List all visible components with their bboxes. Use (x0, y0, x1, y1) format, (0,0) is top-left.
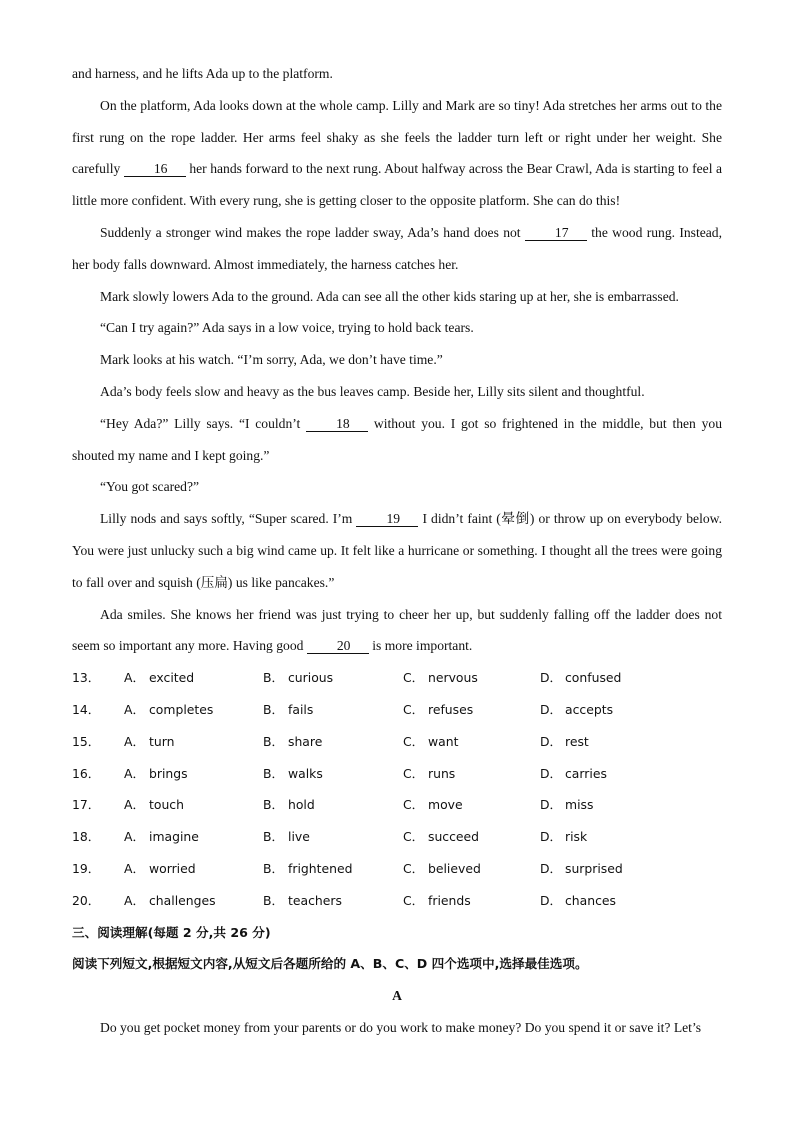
option-b[interactable]: B． frightened (263, 860, 353, 876)
passage-paragraph (72, 376, 722, 408)
passage-text: Ada’s body feels slow and heavy as the bus leaves camp. Beside her, Lilly sits silent and thoughtful. (100, 383, 645, 399)
question-number: 15． (72, 733, 101, 749)
option-b[interactable]: B． teachers (263, 892, 342, 908)
passage-text: is more important. (372, 638, 473, 654)
option-c[interactable]: C． friends (403, 892, 471, 908)
passage-text: without you. I got so frightened in the middle, but then you shouted my name and I kept going.” (72, 415, 723, 463)
passage-text: Ada smiles. She knows her friend was just trying to cheer her up, but suddenly falling off the ladder does not seem so important any more. Having good (72, 606, 722, 654)
passage-paragraph (72, 90, 722, 217)
passage-text: Suddenly a stronger wind makes the rope ladder sway, Ada’s hand does not (100, 224, 521, 240)
blank-19[interactable]: 19 (356, 511, 418, 527)
option-a[interactable]: A． turn (124, 733, 175, 749)
passage-line (72, 58, 722, 90)
option-d[interactable]: D． risk (540, 829, 588, 845)
option-c[interactable]: C． succeed (403, 829, 480, 845)
question-row-19 (72, 853, 722, 885)
question-row-15 (72, 726, 722, 758)
blank-18[interactable]: 18 (306, 416, 368, 432)
blank-16[interactable]: 16 (124, 161, 186, 177)
question-row-17 (72, 789, 722, 821)
option-c[interactable]: C． believed (403, 860, 481, 876)
exam-page (72, 58, 722, 1044)
passage-paragraph (72, 471, 722, 503)
option-d[interactable]: D． surprised (540, 860, 623, 876)
option-c[interactable]: C． refuses (403, 701, 474, 717)
section-title: 三、阅读理解(每题 2 分,共 26 分) (72, 924, 271, 940)
passage-paragraph (72, 503, 722, 598)
question-number: 13． (72, 670, 101, 686)
passage-label: A (392, 988, 402, 1004)
question-number: 19． (72, 860, 101, 876)
passage-text: Mark slowly lowers Ada to the ground. Ada can see all the other kids staring up at her, she is embarrassed. (100, 288, 679, 304)
option-c[interactable]: C． runs (403, 765, 456, 781)
question-row-16 (72, 758, 722, 790)
option-d[interactable]: D． chances (540, 892, 617, 908)
question-number: 14． (72, 701, 101, 717)
option-d[interactable]: D． accepts (540, 701, 614, 717)
passage-paragraph (72, 312, 722, 344)
passage-text: Lilly nods and says softly, “Super scared. I’m (100, 511, 353, 527)
option-d[interactable]: D． carries (540, 765, 607, 781)
question-row-14 (72, 694, 722, 726)
passage-paragraph (72, 408, 722, 472)
passage-paragraph (72, 281, 722, 313)
passage-text: Mark looks at his watch. “I’m sorry, Ada, we don’t have time.” (100, 352, 443, 368)
option-a[interactable]: A． brings (124, 765, 188, 781)
passage-text: Do you get pocket money from your parents or do you work to make money? Do you spend it or save it? Let’s (100, 1019, 702, 1035)
option-d[interactable]: D． miss (540, 797, 594, 813)
option-b[interactable]: B． live (263, 829, 310, 845)
passage-text: “Can I try again?” Ada says in a low voice, trying to hold back tears. (100, 320, 474, 336)
question-row-20 (72, 885, 722, 917)
option-b[interactable]: B． share (263, 733, 323, 749)
blank-20[interactable]: 20 (307, 638, 369, 654)
option-a[interactable]: A． excited (124, 670, 195, 686)
passage-text: and harness, and he lifts Ada up to the platform. (72, 66, 333, 81)
passage-text: I didn’t faint (晕倒) or throw up on everybody below. You were just unlucky such a big wind came up. It felt like a hurricane or something. I thought all the trees were going to fall over and squish (压扁) us like pancakes.” (72, 511, 722, 590)
option-b[interactable]: B． curious (263, 670, 334, 686)
passage-text: “You got scared?” (100, 479, 200, 495)
option-c[interactable]: C． move (403, 797, 463, 813)
question-number: 16． (72, 765, 101, 781)
options-list (72, 662, 722, 916)
question-row-13 (72, 662, 722, 694)
option-d[interactable]: D． confused (540, 670, 622, 686)
option-a[interactable]: A． touch (124, 797, 184, 813)
option-b[interactable]: B． walks (263, 765, 323, 781)
passage-paragraph (72, 344, 722, 376)
passage-paragraph (72, 1012, 722, 1044)
passage-text: On the platform, Ada looks down at the whole camp. Lilly and Mark are so tiny! Ada stretches her arms out to the first rung on the rope ladder. Her arms feel shaky as she feels the ladder turn left or right under her weight. She carefully (72, 97, 722, 177)
question-row-18 (72, 821, 722, 853)
blank-17[interactable]: 17 (525, 225, 587, 241)
passage-text: “Hey Ada?” Lilly says. “I couldn’t (100, 415, 301, 431)
option-b[interactable]: B． fails (263, 701, 314, 717)
passage-text: the wood rung. Instead, her body falls downward. Almost immediately, the harness catches her. (72, 224, 723, 272)
question-number: 18． (72, 829, 101, 845)
option-d[interactable]: D． rest (540, 733, 589, 749)
option-b[interactable]: B． hold (263, 797, 315, 813)
question-number: 20． (72, 892, 101, 908)
option-a[interactable]: A． worried (124, 860, 196, 876)
option-c[interactable]: C． nervous (403, 670, 478, 686)
passage-paragraph (72, 599, 722, 663)
option-a[interactable]: A． challenges (124, 892, 216, 908)
passage-paragraph (72, 217, 722, 281)
option-a[interactable]: A． completes (124, 701, 214, 717)
section-instruction: 阅读下列短文,根据短文内容,从短文后各题所给的 A、B、C、D 四个选项中,选择最佳选项。 (72, 956, 588, 972)
passage-text: her hands forward to the next rung. About halfway across the Bear Crawl, Ada is starting to feel a little more confident. With every rung, she is getting closer to the opposite platform. She can do this! (72, 161, 723, 209)
option-a[interactable]: A． imagine (124, 829, 199, 845)
option-c[interactable]: C． want (403, 733, 459, 749)
question-number: 17． (72, 797, 101, 813)
